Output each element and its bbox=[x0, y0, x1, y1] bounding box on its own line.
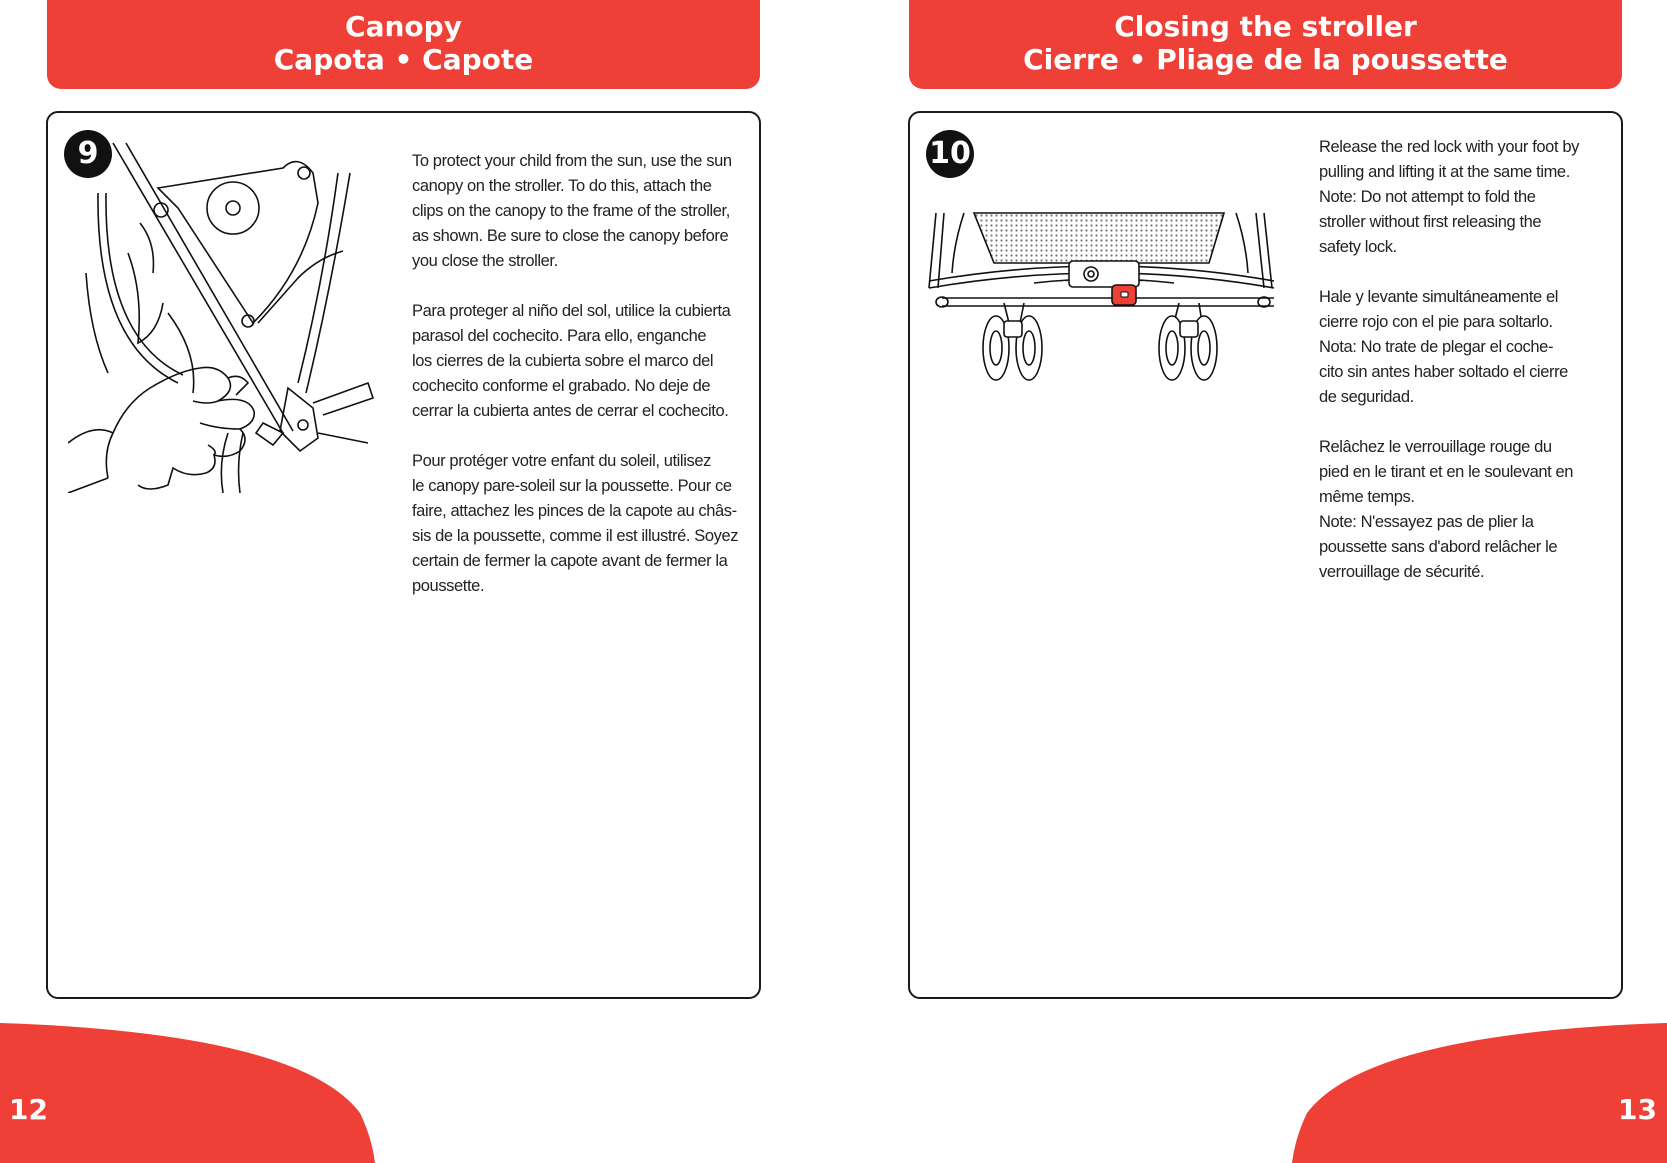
left-header-subtitle: Capota • Capote bbox=[273, 43, 534, 76]
left-page-header bbox=[47, 0, 760, 89]
right-header-title: Closing the stroller bbox=[1114, 10, 1417, 43]
canopy-clip-illustration bbox=[68, 133, 418, 493]
step-9-badge: 9 bbox=[64, 130, 112, 178]
step-10-badge: 10 bbox=[926, 130, 974, 178]
page-number-right: 13 bbox=[1618, 1093, 1657, 1126]
page-number-left: 12 bbox=[9, 1093, 48, 1126]
left-header-title: Canopy bbox=[345, 10, 462, 43]
lock-text-spanish: Hale y levante simultáneamente el cierre rojo con el pie para soltarlo. Nota: No trate de plegar el coche- cito sin antes haber soltado el cierre de seguridad. bbox=[1319, 288, 1568, 406]
left-instruction-panel bbox=[46, 111, 761, 999]
right-instructions-text bbox=[1319, 135, 1614, 610]
right-header-subtitle: Cierre • Pliage de la poussette bbox=[1023, 43, 1508, 76]
lock-text-english: Release the red lock with your foot by pulling and lifting it at the same time. Note: Do not attempt to fold the stroller without first releasing the safety lock. bbox=[1319, 138, 1579, 256]
left-corner-shape bbox=[0, 1023, 380, 1163]
canopy-text-spanish: Para proteger al niño del sol, utilice la cubierta parasol del cochecito. Para ello, enganche los cierres de la cubierta sobre el marco del cochecito conforme el grabado. No deje de cerrar la cubierta antes de cerrar el cochecito. bbox=[412, 302, 731, 420]
red-lock-illustration bbox=[924, 203, 1284, 383]
right-page-header bbox=[909, 0, 1622, 89]
canopy-text-english: To protect your child from the sun, use the sun canopy on the stroller. To do this, attach the clips on the canopy to the frame of the stroller, as shown. Be sure to close the canopy before you close the stroller. bbox=[412, 152, 732, 270]
canopy-text-french: Pour protéger votre enfant du soleil, utilisez le canopy pare-soleil sur la poussette. Pour ce faire, attachez les pinces de la capote au châs- sis de la poussette, comme il est illustré. Soyez certain de fermer la capote avant de fermer la poussette. bbox=[412, 452, 739, 595]
lock-text-french: Relâchez le verrouillage rouge du pied en le tirant et en le soulevant en même temps. Note: N'essayez pas de plier la poussette sans d'abord relâcher le verrouillage de sécurité. bbox=[1319, 438, 1574, 581]
left-instructions-text bbox=[412, 149, 747, 624]
right-instruction-panel bbox=[908, 111, 1623, 999]
right-corner-shape bbox=[1287, 1023, 1667, 1163]
